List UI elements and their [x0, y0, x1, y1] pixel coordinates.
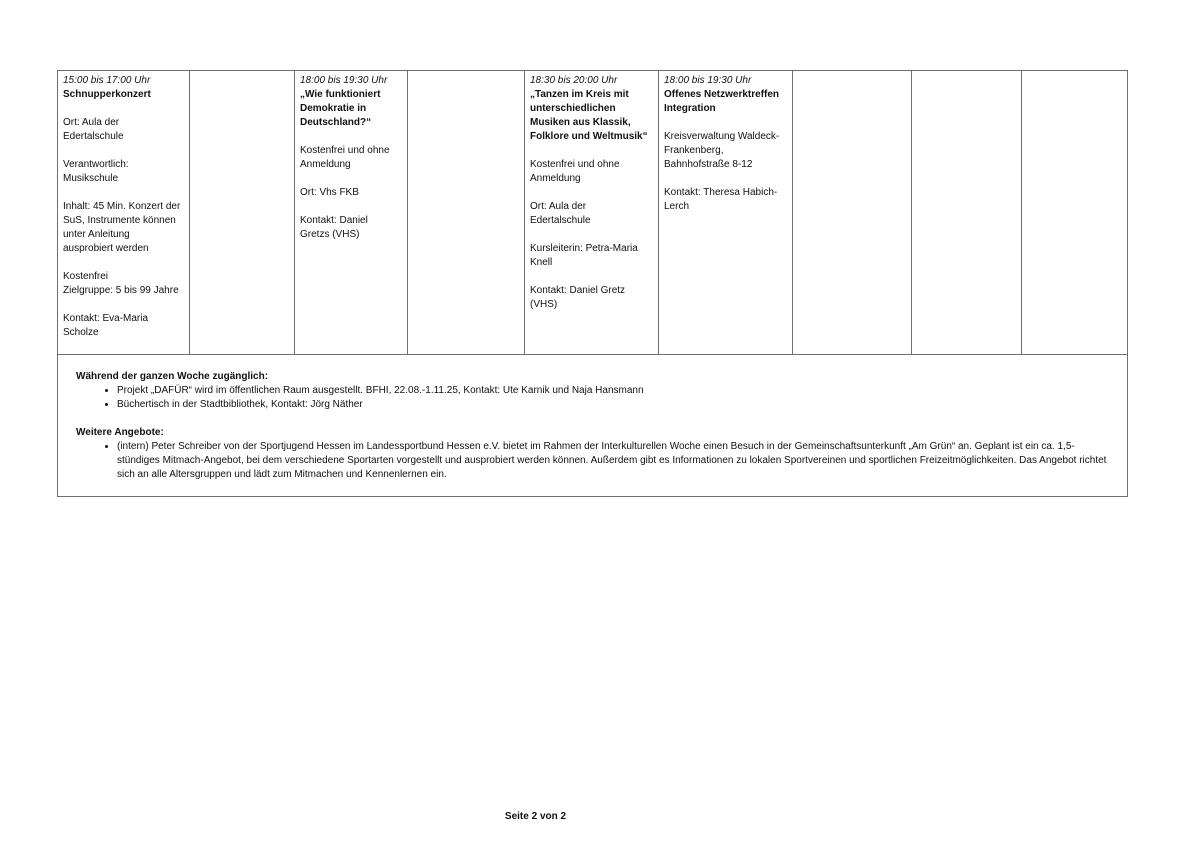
event-time: 18:30 bis 20:00 Uhr: [530, 75, 618, 86]
event-detail-line: Anmeldung: [530, 173, 581, 184]
line-break: [63, 144, 184, 158]
line-break: [300, 130, 402, 144]
event-row: [58, 71, 1127, 355]
event-detail-line: Ort: Aula der: [530, 201, 587, 212]
line-break: [63, 186, 184, 200]
event-detail-line: Kostenfrei und ohne: [300, 145, 390, 156]
event-time: 18:00 bis 19:30 Uhr: [664, 75, 752, 86]
more-heading: Weitere Angebote:: [76, 427, 164, 438]
event-time: 15:00 bis 17:00 Uhr: [63, 75, 151, 86]
event-detail-line: Edertalschule: [530, 215, 591, 226]
event-time: 18:00 bis 19:30 Uhr: [300, 75, 388, 86]
line-break: [300, 172, 402, 186]
line-break: [664, 172, 787, 186]
event-detail-line: SuS, Instrumente können: [63, 215, 176, 226]
event-detail-line: Kontakt: Daniel Gretz: [530, 285, 626, 296]
event-title-line: Integration: [664, 103, 716, 114]
week-list-item: • Projekt „DAFÜR“ wird im öffentlichen Raum ausgestellt. BFHI, 22.08.-1.11.25, Kontakt: Ute Karnik und Naja Hansmann: [117, 384, 1109, 398]
event-detail-line: Frankenberg,: [664, 145, 724, 156]
event-detail-line: Ort: Aula der: [63, 117, 120, 128]
line-break: [530, 270, 653, 284]
event-cell: [525, 71, 659, 354]
event-detail-line: Inhalt: 45 Min. Konzert der: [63, 201, 181, 212]
event-detail-line: Musikschule: [63, 173, 119, 184]
line-break: [300, 200, 402, 214]
event-title-line: Deutschland?“: [300, 117, 372, 128]
event-detail-line: Verantwortlich:: [63, 159, 129, 170]
week-heading: Während der ganzen Woche zugänglich:: [76, 371, 269, 382]
event-detail-line: Kontakt: Daniel: [300, 215, 368, 226]
line-break: [530, 144, 653, 158]
event-detail-line: Lerch: [664, 201, 690, 212]
line-break: [63, 298, 184, 312]
event-title-line: „Tanzen im Kreis mit: [530, 89, 629, 100]
event-detail-line: Scholze: [63, 327, 99, 338]
event-cell: [659, 71, 793, 354]
event-detail-line: Zielgruppe: 5 bis 99 Jahre: [63, 285, 179, 296]
event-detail-line: Bahnhofstraße 8-12: [664, 159, 753, 170]
event-cell: [793, 71, 912, 354]
more-list-item: • (intern) Peter Schreiber von der Sportjugend Hessen im Landessportbund Hessen e.V. bietet im Rahmen der Interkulturellen Woche einen Besuch in der Gemeinschaftsunterkunft „Am Grün“ an. Geplant ist ein ca. 1,5-stündiges Mitmach-Angebot, bei dem verschiedene Sportarten vorgestellt und ausprobiert werden können. Außerdem gibt es Informationen zu lokalen Sportvereinen und sportlichen Freizeitmöglichkeiten. Das Angebot richtet sich an alle Altersgruppen und lädt zum Mitmachen und Kennenlernen ein.: [117, 440, 1109, 482]
page-number: Seite 2 von 2: [504, 811, 567, 822]
event-title-line: Musiken aus Klassik,: [530, 117, 631, 128]
event-cell: [1022, 71, 1129, 354]
event-detail-line: Gretzs (VHS): [300, 229, 360, 240]
event-cell: [408, 71, 525, 354]
event-detail-line: Kursleiterin: Petra-Maria: [530, 243, 638, 254]
event-detail-line: Edertalschule: [63, 131, 124, 142]
event-detail-line: Anmeldung: [300, 159, 351, 170]
event-detail-line: Kostenfrei: [63, 271, 109, 282]
schedule-table: [57, 70, 1128, 497]
event-detail-line: Kontakt: Eva-Maria: [63, 313, 149, 324]
event-detail-line: Kontakt: Theresa Habich-: [664, 187, 778, 198]
event-title-line: unterschiedlichen: [530, 103, 616, 114]
week-list-item: • Büchertisch in der Stadtbibliothek, Kontakt: Jörg Näther: [117, 398, 1109, 412]
line-break: [530, 228, 653, 242]
event-cell: [912, 71, 1022, 354]
event-detail-line: Kostenfrei und ohne: [530, 159, 620, 170]
event-cell: [190, 71, 295, 354]
more-list: [76, 440, 1109, 482]
event-detail-line: Kreisverwaltung Waldeck-: [664, 131, 780, 142]
event-detail-line: (VHS): [530, 299, 558, 310]
week-list: [76, 384, 1109, 412]
line-break: [664, 116, 787, 130]
line-break: [63, 102, 184, 116]
event-detail-line: Ort: Vhs FKB: [300, 187, 359, 198]
event-cell: [58, 71, 190, 354]
event-cell: [295, 71, 408, 354]
event-detail-line: Knell: [530, 257, 553, 268]
event-title-line: Offenes Netzwerktreffen: [664, 89, 780, 100]
notes-section: [58, 355, 1127, 496]
line-break: [530, 186, 653, 200]
event-title-line: „Wie funktioniert: [300, 89, 381, 100]
event-detail-line: unter Anleitung: [63, 229, 130, 240]
line-break: [63, 256, 184, 270]
event-detail-line: ausprobiert werden: [63, 243, 149, 254]
event-title-line: Demokratie in: [300, 103, 367, 114]
event-title-line: Folklore und Weltmusik“: [530, 131, 648, 142]
event-title-line: Schnupperkonzert: [63, 89, 151, 100]
